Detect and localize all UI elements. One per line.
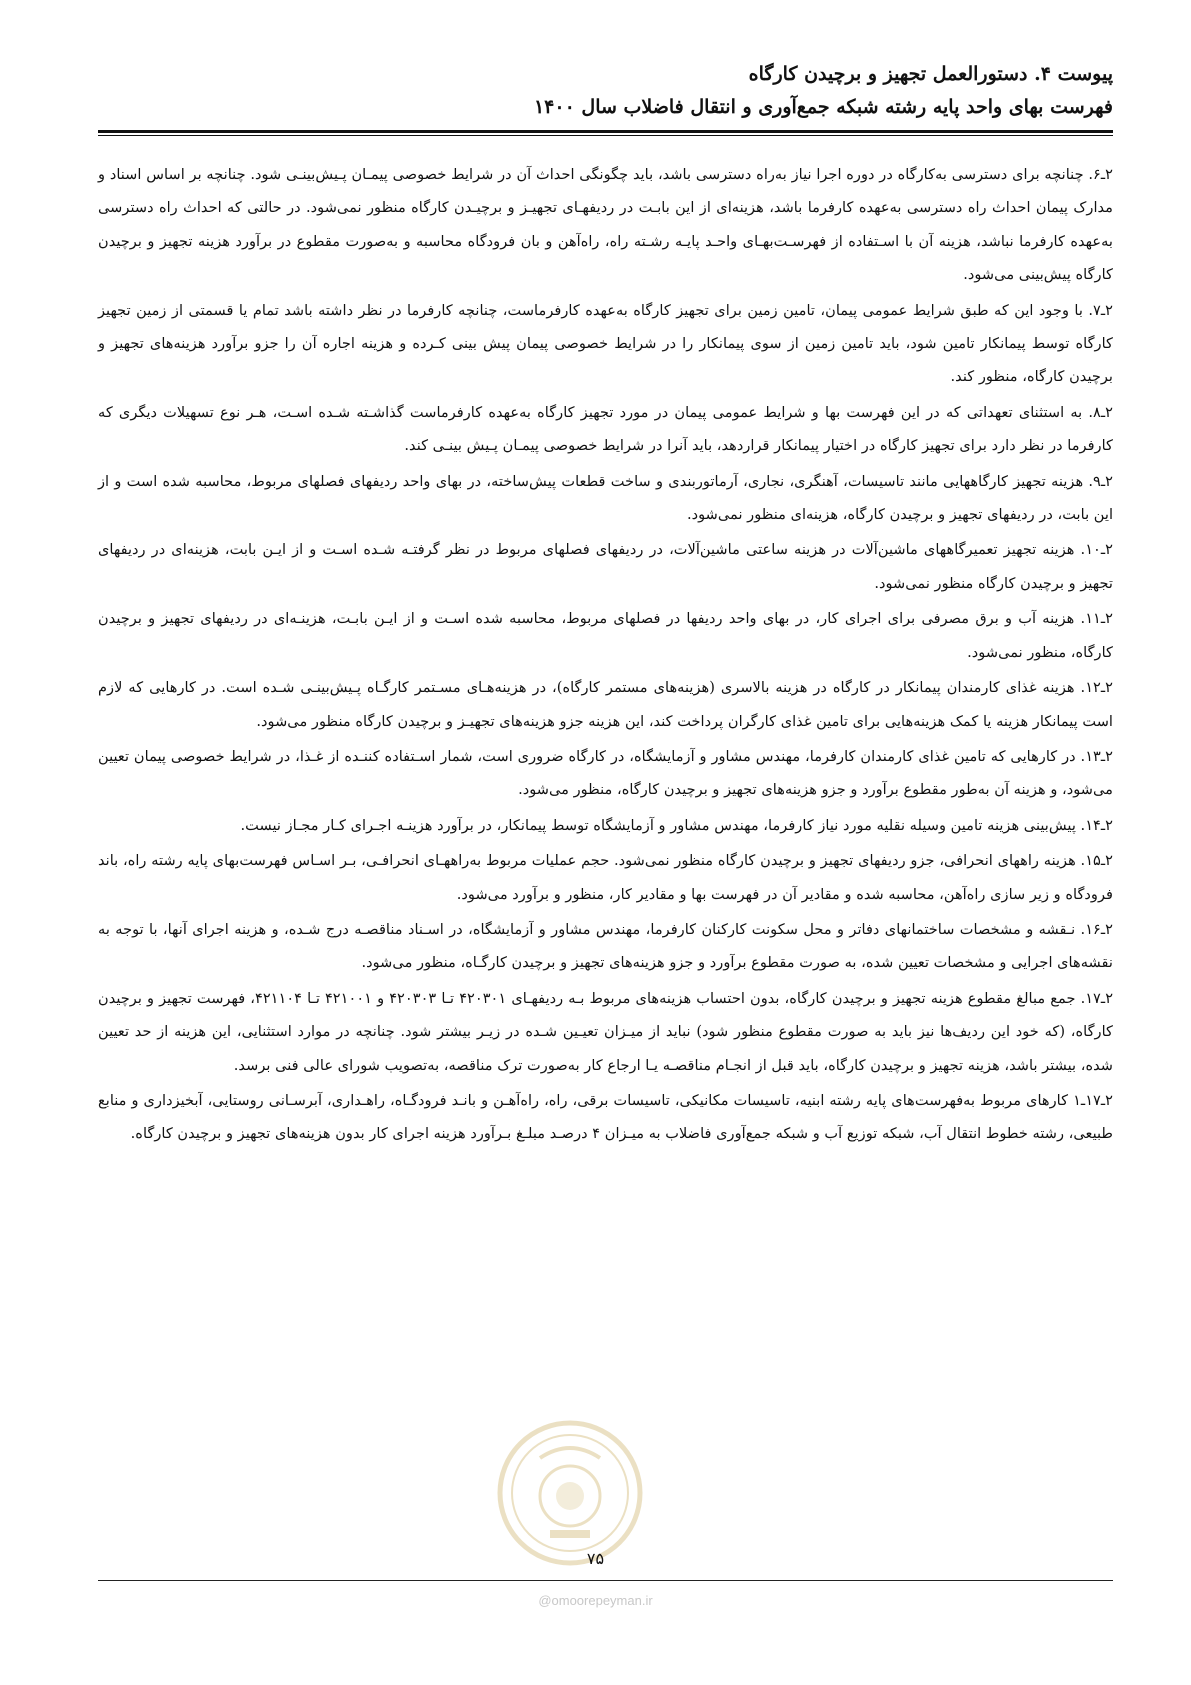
footer-rule <box>98 1580 1113 1581</box>
page-header <box>98 58 1113 124</box>
document-body <box>98 158 1113 1153</box>
paragraph-2-12: ۲ـ۱۲. هزینه غذای کارمندان پیمانکار در کارگاه در هزینه بالاسری (هزینه‌های مستمر کارگاه)، در هزینه‌هـای مسـتمر کارگـاه پـیش‌بینـی شـده است. در کارهایی که لازم است پیمانکار هزینه یا کمک هزینه‌هایی برای تامین غذای کارگران پرداخت کند، این هزینه جزو هزینه‌های تجهیـز و برچیدن کارگاه منظور می‌شود. <box>98 679 1113 730</box>
website-watermark: @omoorepeyman.ir <box>538 1593 653 1608</box>
paragraph-2-9: ۲ـ۹. هزینه تجهیز کارگاههایی مانند تاسیسات، آهنگری، نجاری، آرماتوربندی و ساخت قطعات پیش‌ساخته، در بهای واحد ردیفهای فصلهای مربوط، محاسبه شده است و از این بابت، در ردیفهای تجهیز و برچیدن کارگاه، هزینه‌ای منظور نمی‌شود. <box>98 472 1113 524</box>
header-rule-thin <box>98 135 1113 136</box>
paragraph-2-6: ۲ـ۶. چنانچه برای دسترسی به‌کارگاه در دوره اجرا نیاز به‌راه دسترسی باشد، باید چگونگی احداث آن در شرایط خصوصی پیمـان پـیش‌بینـی شود. چنانچه بر اساس اسناد و مدارک پیمان احداث راه دسترسی به‌عهده کارفرما باشد، هزینه‌ای از این بابـت در ردیفهـای تجهیـز و برچیـدن کارگاه منظور نمی‌شود. در حالتی که احداث راه دسترسی به‌عهده کارفرما نباشد، هزینه آن با اسـتفاده از فهرسـت‌بهـای واحـد پایـه رشـته راه، راه‌آهن و بان فرودگاه محاسبه و به‌صورت مقطوع در برآورد هزینه تجهیز و برچیدن کارگاه پیش‌بینی می‌شود. <box>98 166 1113 284</box>
paragraph-2-15: ۲ـ۱۵. هزینه راههای انحرافی، جزو ردیفهای تجهیز و برچیدن کارگاه منظور نمی‌شود. حجم عملیات مربوط به‌راههـای انحرافـی، بـر اسـاس فهرست‌بهای پایه رشته راه، باند فرودگاه و زیر سازی راه‌آهن، محاسبه شده و مقادیر آن در فهرست بها و مقادیر کار، منظور و برآورد می‌شود. <box>98 852 1113 903</box>
paragraph-2-8: ۲ـ۸. به استثنای تعهداتی که در این فهرست بها و شرایط عمومی پیمان در مورد تجهیز کارگاه به‌عهده کارفرماست گذاشـته شـده اسـت، هـر نوع تسهیلات دیگری که کارفرما در نظر دارد برای تجهیز کارگاه در اختیار پیمانکار قراردهد، باید آنرا در شرایط خصوصی پیمـان پـیش بینـی کند. <box>98 403 1113 455</box>
page-number: ۷۵ <box>586 1549 605 1568</box>
header-pricelist-title: فهرست بهای واحد پایه رشته شبکه جمع‌آوری و انتقال فاضلاب سال ۱۴۰۰ <box>533 96 1113 118</box>
paragraph-2-10: ۲ـ۱۰. هزینه تجهیز تعمیرگاههای ماشین‌آلات در هزینه ساعتی ماشین‌آلات، در ردیفهای فصلهای مربوط در نظر گرفتـه شـده اسـت و از ایـن بابت، هزینه‌ای در ردیفهای تجهیز و برچیدن کارگاه منظور نمی‌شود. <box>98 541 1113 592</box>
paragraph-2-7: ۲ـ۷. با وجود این که طبق شرایط عمومی پیمان، تامین زمین برای تجهیز کارگاه به‌عهده کارفرماست، چنانچه کارفرما در نظر داشته باشد تمام یا قسمتی از زمین تجهیز کارگاه توسط پیمانکار تامین شود، باید تامین زمین از سوی پیمانکار را در شرایط خصوصی پیمان پیش بینی کـرده و هزینه اجاره آن را جزو برآورد هزینه‌های تجهیز و برچیدن کارگاه، منظور کند. <box>98 301 1113 386</box>
header-rule-thick <box>98 130 1113 133</box>
paragraph-2-13: ۲ـ۱۳. در کارهایی که تامین غذای کارمندان کارفرما، مهندس مشاور و آزمایشگاه، در کارگاه ضروری است، شمار اسـتفاده کننـده از غـذا، در شرایط خصوصی پیمان تعیین می‌شود، و هزینه آن به‌طور مقطوع برآورد و جزو هزینه‌های تجهیز و برچیدن کارگاه، منظور می‌شود. <box>98 747 1113 799</box>
publisher-seal-icon <box>495 1418 645 1568</box>
paragraph-2-16: ۲ـ۱۶. نـقشه و مشخصات ساختمانهای دفاتر و محل سکونت کارکنان کارفرما، مهندس مشاور و آزمایشگاه، در اسـناد مناقصـه درج شـده، و هزینه اجرای آنها، با توجه به نقشه‌های اجرایی و مشخصات تعیین شده، به صورت مقطوع برآورد و جزو هزینه‌های تجهیز و برچیدن کارگـاه، منظور می‌شود. <box>98 920 1113 972</box>
header-appendix-title: پیوست ۴. دستورالعمل تجهیز و برچیدن کارگاه <box>748 63 1113 85</box>
paragraph-2-17-1: ۲ـ۱۷ـ۱ کارهای مربوط به‌فهرست‌های پایه رشته ابنیه، تاسیسات مکانیکی، تاسیسات برقی، راه، راه‌آهـن و بانـد فرودگـاه، راهـداری، آبرسـانی روستایی، آبخیزداری و منابع طبیعی، رشته خطوط انتقال آب، شبکه توزیع آب و شبکه جمع‌آوری فاضلاب به میـزان ۴ درصـد مبلـغ بـرآورد هزینه اجرای کار بدون هزینه‌های تجهیز و برچیدن کارگاه. <box>98 1091 1113 1143</box>
paragraph-2-17: ۲ـ۱۷. جمع مبالغ مقطوع هزینه تجهیز و برچیدن کارگاه، بدون احتساب هزینه‌های مربوط بـه ردیفهـای ۴۲۰۳۰۱ تـا ۴۲۰۳۰۳ و ۴۲۱۰۰۱ تـا ۴۲۱۱۰۴، فهرست تجهیز و برچیدن کارگاه، (که خود این ردیف‌ها نیز باید به صورت مقطوع منظور شود) نباید از میـزان تعیـین شـده در زیـر بیشتر شود. چنانچه در موارد استثنایی، این هزینه از حد تعیین شده، بیشتر باشد، هزینه تجهیز و برچیدن کارگاه، باید قبل از انجـام مناقصـه یـا ارجاع کار به‌صورت ترک مناقصه، به‌تصویب شورای عالی فنی برسد. <box>98 989 1114 1074</box>
paragraph-2-14: ۲ـ۱۴. پیش‌بینی هزینه تامین وسیله نقلیه مورد نیاز کارفرما، مهندس مشاور و آزمایشگاه توسط پیمانکار، در برآورد هزینـه اجـرای کـار مجـاز نیست. <box>240 816 1113 834</box>
paragraph-2-11: ۲ـ۱۱. هزینه آب و برق مصرفی برای اجرای کار، در بهای واحد ردیفها در فصلهای مربوط، محاسبه شده اسـت و از ایـن بابـت، هزینـه‌ای در ردیفهای تجهیز و برچیدن کارگاه، منظور نمی‌شود. <box>98 610 1113 661</box>
